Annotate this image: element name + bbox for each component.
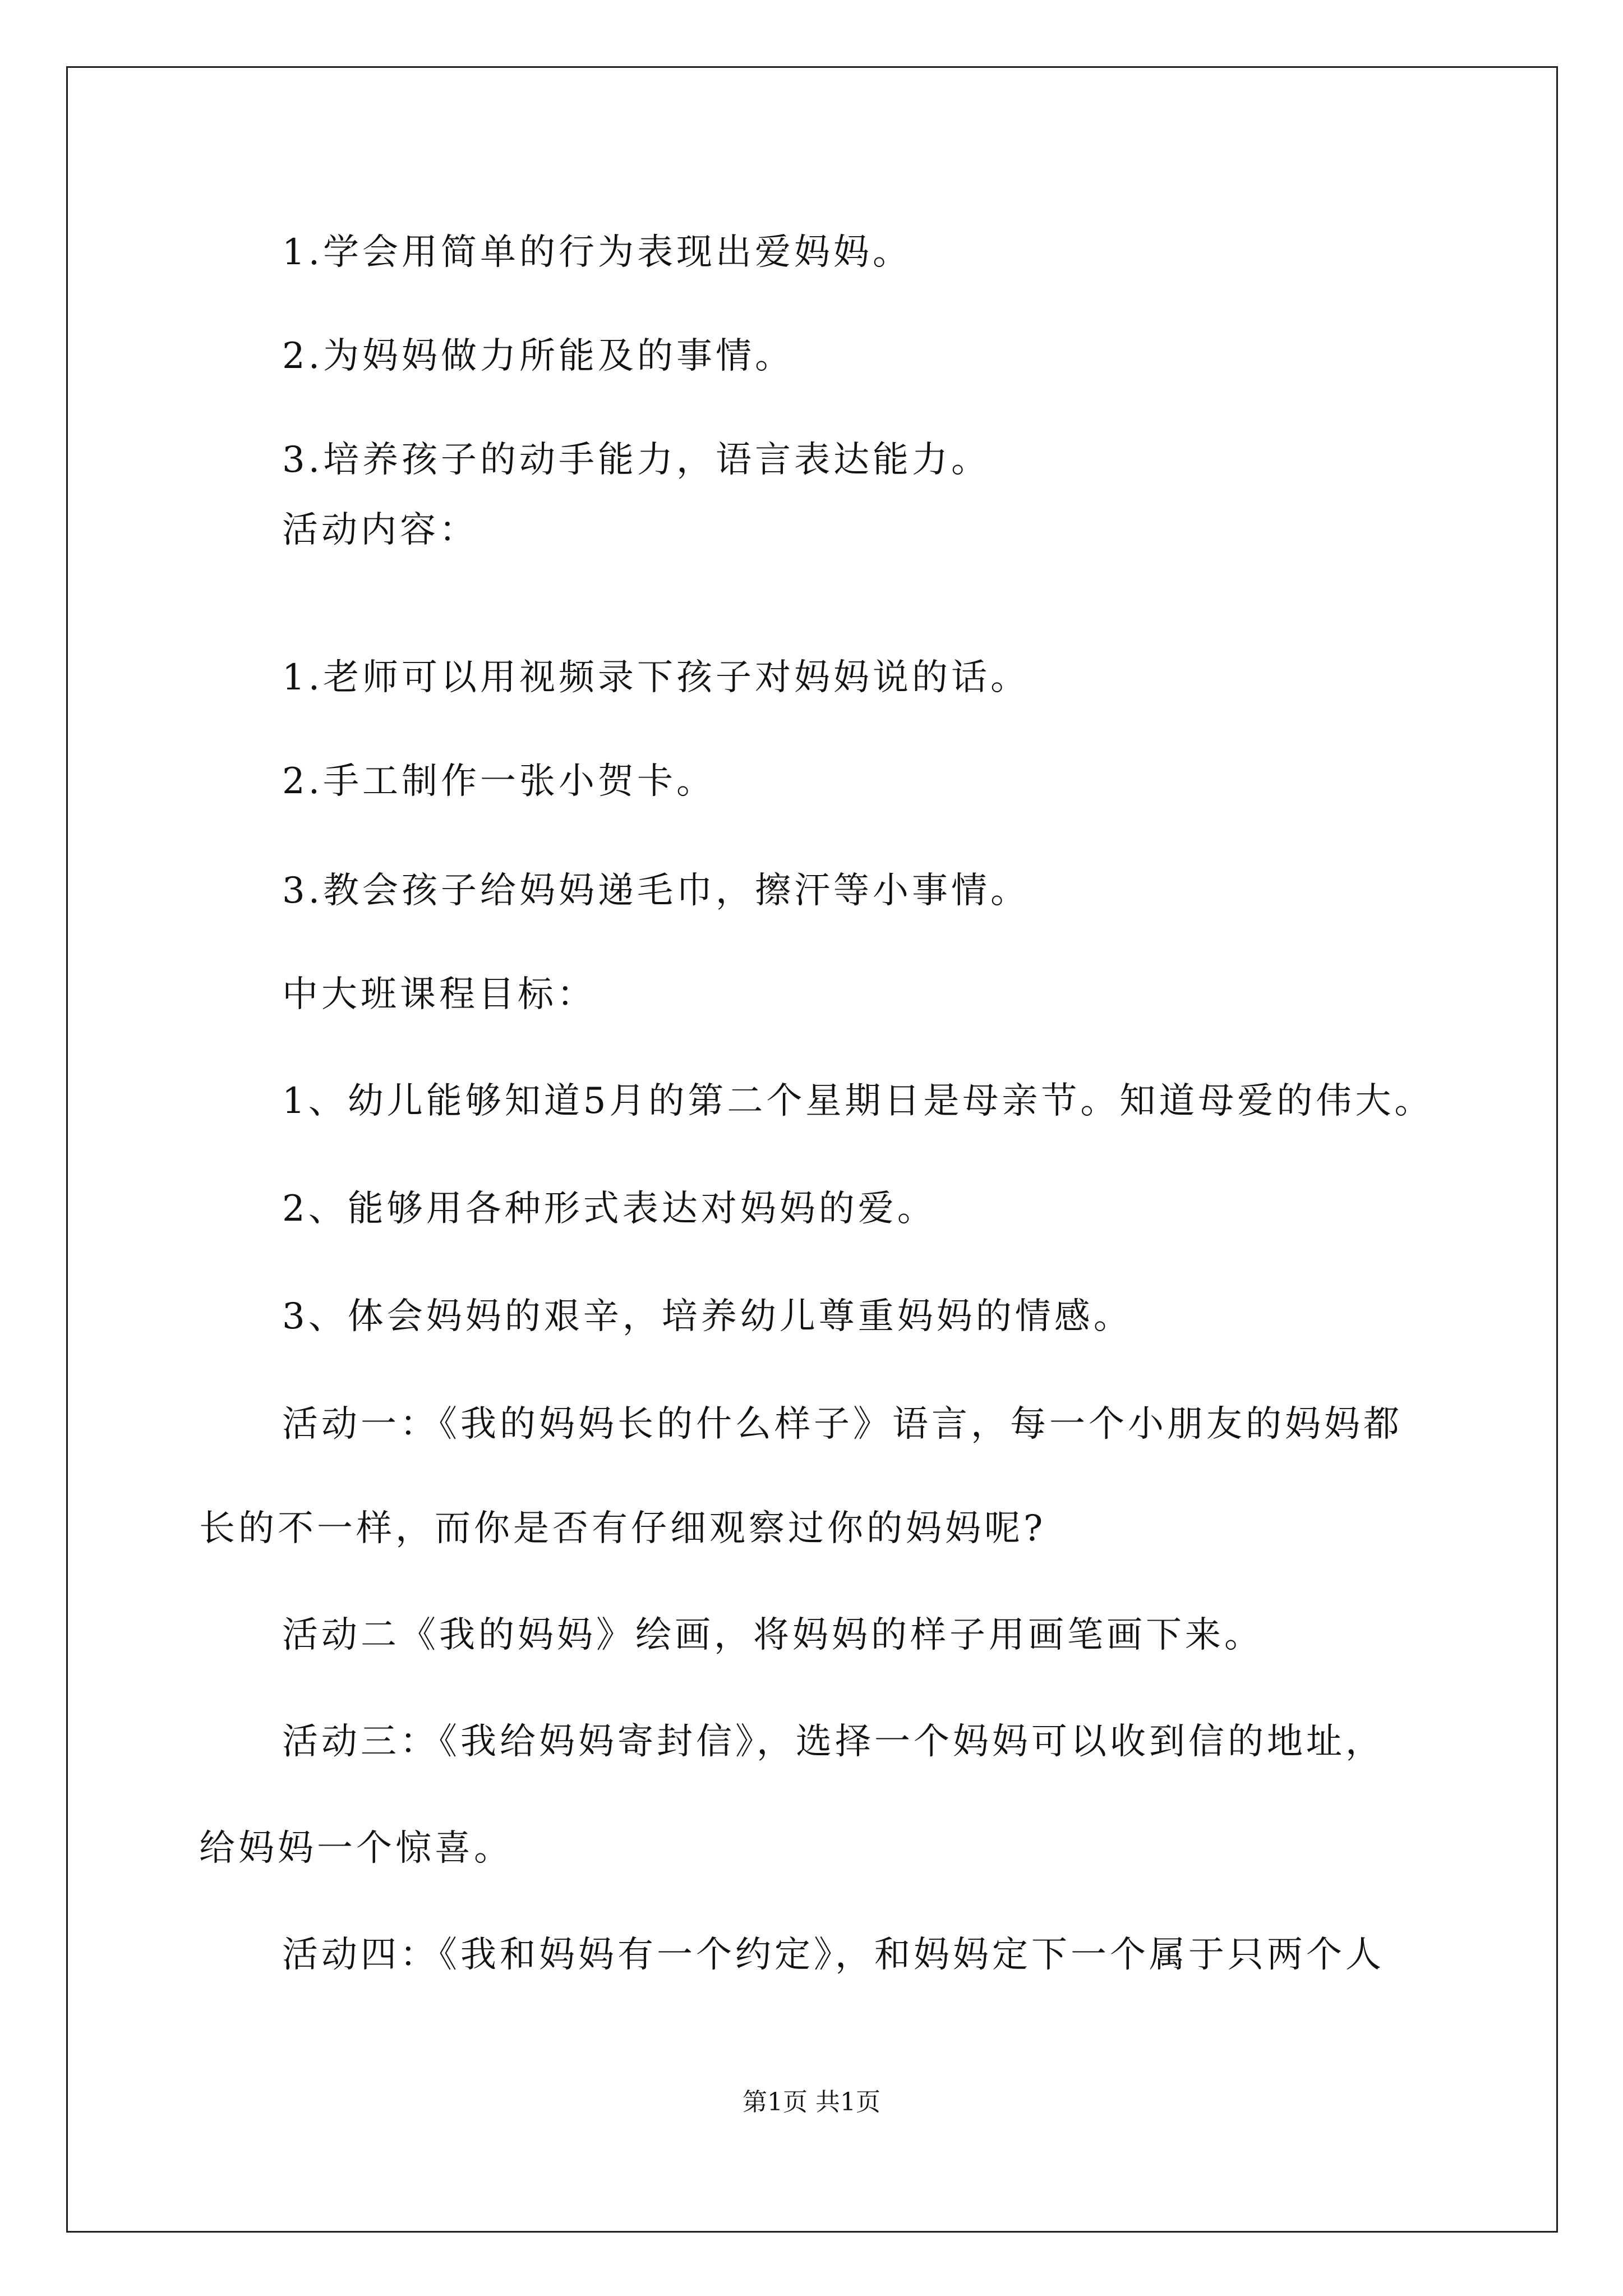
text-line: 1.老师可以用视频录下孩子对妈妈说的话。 [282,657,1030,698]
text-line: 活动三：《我给妈妈寄封信》，选择一个妈妈可以收到信的地址， [282,1721,1385,1763]
text-line: 1.学会用简单的行为表现出爱妈妈。 [282,232,912,273]
text-line: 活动二《我的妈妈》绘画，将妈妈的样子用画笔画下来。 [282,1614,1264,1656]
text-line: 活动四：《我和妈妈有一个约定》，和妈妈定下一个属于只两个人 [282,1934,1385,1976]
text-line: 长的不一样，而你是否有仔细观察过你的妈妈呢? [199,1508,1046,1549]
text-line: 2.为妈妈做力所能及的事情。 [282,335,795,377]
page-frame [66,66,1558,2233]
text-line: 3.教会孩子给妈妈递毛巾，擦汗等小事情。 [282,870,1030,912]
text-line: 3、体会妈妈的艰辛，培养幼儿尊重妈妈的情感。 [282,1296,1133,1337]
section-heading: 中大班课程目标： [282,974,596,1015]
section-heading: 活动内容： [282,509,478,551]
text-line: 给妈妈一个惊喜。 [199,1828,513,1869]
page-footer: 第1页 共1页 [743,2088,880,2116]
text-line: 1、幼儿能够知道5月的第二个星期日是母亲节。知道母爱的伟大。 [282,1080,1434,1122]
text-line: 2.手工制作一张小贺卡。 [282,761,716,802]
text-line: 活动一：《我的妈妈长的什么样子》语言，每一个小朋友的妈妈都 [282,1404,1403,1445]
text-line: 2、能够用各种形式表达对妈妈的爱。 [282,1188,937,1230]
text-line: 3.培养孩子的动手能力，语言表达能力。 [282,439,991,481]
